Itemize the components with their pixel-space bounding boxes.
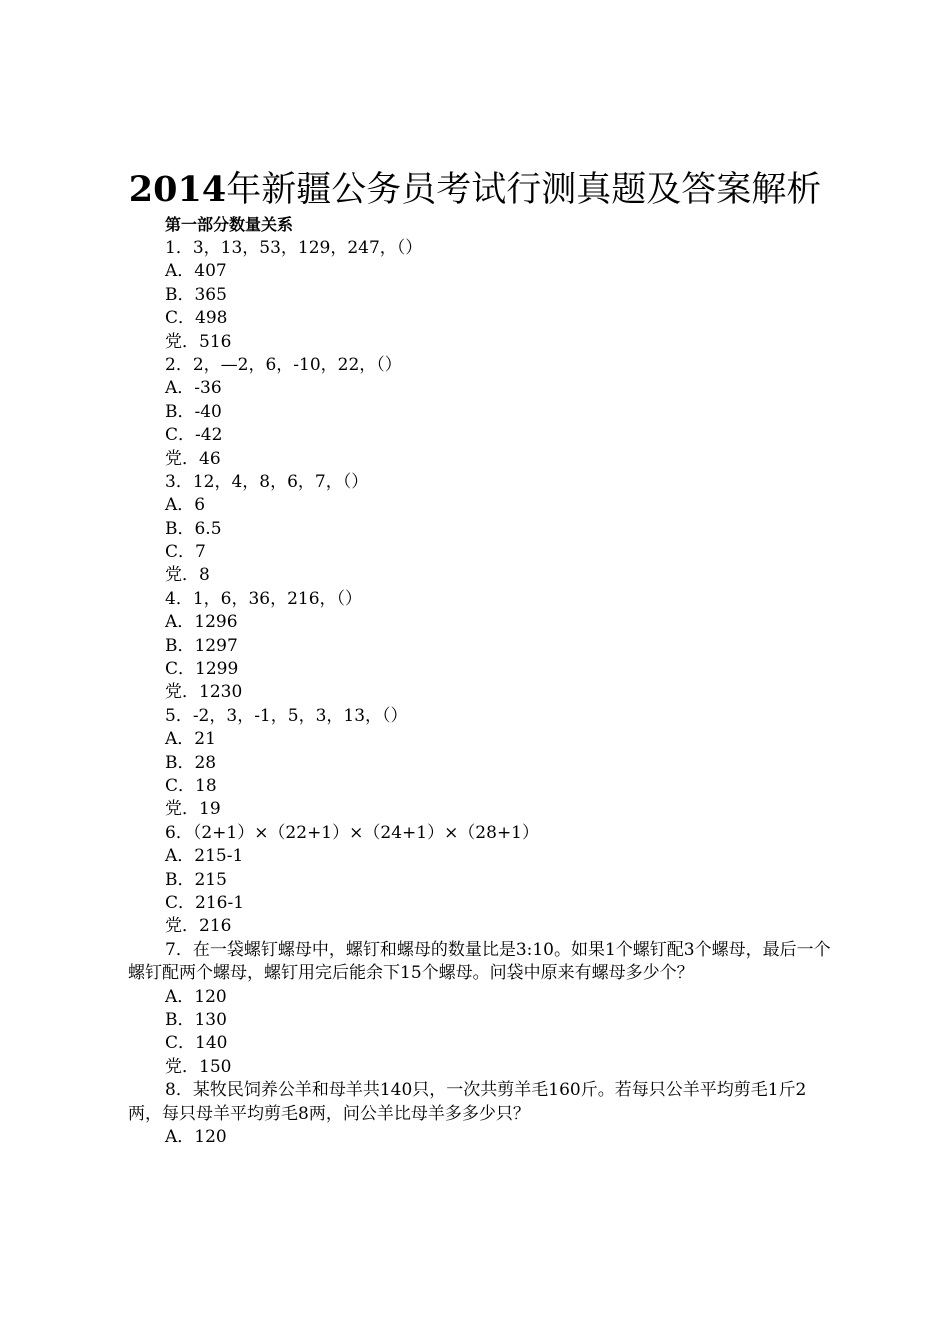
question-line: 3．12，4，8，6，7，（）	[165, 471, 369, 492]
question-line: 4．1，6，36，216，（）	[165, 588, 363, 609]
option-line: A．-36	[165, 378, 222, 399]
option-line: B．365	[165, 284, 227, 305]
title-year: 2014	[128, 169, 227, 210]
title-text: 年新疆公务员考试行测真题及答案解析	[226, 170, 822, 210]
option-line: B．28	[165, 752, 217, 773]
question-paragraph	[128, 1079, 835, 1126]
option-line: 党．516	[165, 331, 232, 352]
option-line: A．1296	[165, 612, 238, 633]
option-line: C．7	[165, 542, 206, 563]
option-line: A．6	[165, 495, 206, 516]
option-line: A．215-1	[165, 846, 244, 867]
option-line: A．21	[165, 729, 216, 750]
question-text: 7．在一袋螺钉螺母中，螺钉和螺母的数量比是3:10。如果1个螺钉配3个螺母，最后一个螺钉配两个螺母，螺钉用完后能余下15个螺母。问袋中原来有螺母多少个？	[128, 939, 831, 984]
option-line: C．1299	[165, 659, 239, 680]
option-line: A．120	[165, 1126, 227, 1147]
option-line: B．1297	[165, 635, 238, 656]
option-line: C．140	[165, 1033, 228, 1054]
option-line: C．-42	[165, 425, 223, 446]
question-line: 1．3，13，53，129，247，（）	[165, 238, 423, 258]
question-paragraph	[128, 939, 835, 986]
option-line: C．498	[165, 308, 228, 329]
option-line: 党．150	[165, 1056, 232, 1077]
option-line: B．-40	[165, 401, 222, 422]
option-line: 党．1230	[165, 682, 243, 703]
page-title	[0, 166, 950, 214]
option-line: C．18	[165, 775, 217, 796]
question-line: 5．-2，3，-1，5，3，13，（）	[165, 705, 408, 726]
question-text: 8．某牧民饲养公羊和母羊共140只，一次共剪羊毛160斤。若每只公羊平均剪毛1斤2两，每只母羊平均剪毛8两，问公羊比母羊多多少只？	[128, 1080, 807, 1124]
option-line: 党．8	[165, 565, 210, 586]
option-line: B．6.5	[165, 518, 222, 539]
question-list	[128, 237, 835, 1149]
section-heading: 第一部分数量关系	[165, 215, 294, 234]
option-line: 党．216	[165, 916, 232, 937]
option-line: B．130	[165, 1009, 227, 1030]
option-line: A．120	[165, 986, 227, 1007]
option-line: B．215	[165, 869, 227, 890]
option-line: C．216-1	[165, 892, 245, 913]
option-line: A．407	[165, 261, 227, 282]
question-line: 2．2，—2，6，-10，22，（）	[165, 354, 402, 375]
option-line: 党．46	[165, 448, 221, 469]
question-line: 6．（2+1）×（22+1）×（24+1）×（28+1）	[165, 822, 539, 843]
option-line: 党．19	[165, 799, 221, 820]
